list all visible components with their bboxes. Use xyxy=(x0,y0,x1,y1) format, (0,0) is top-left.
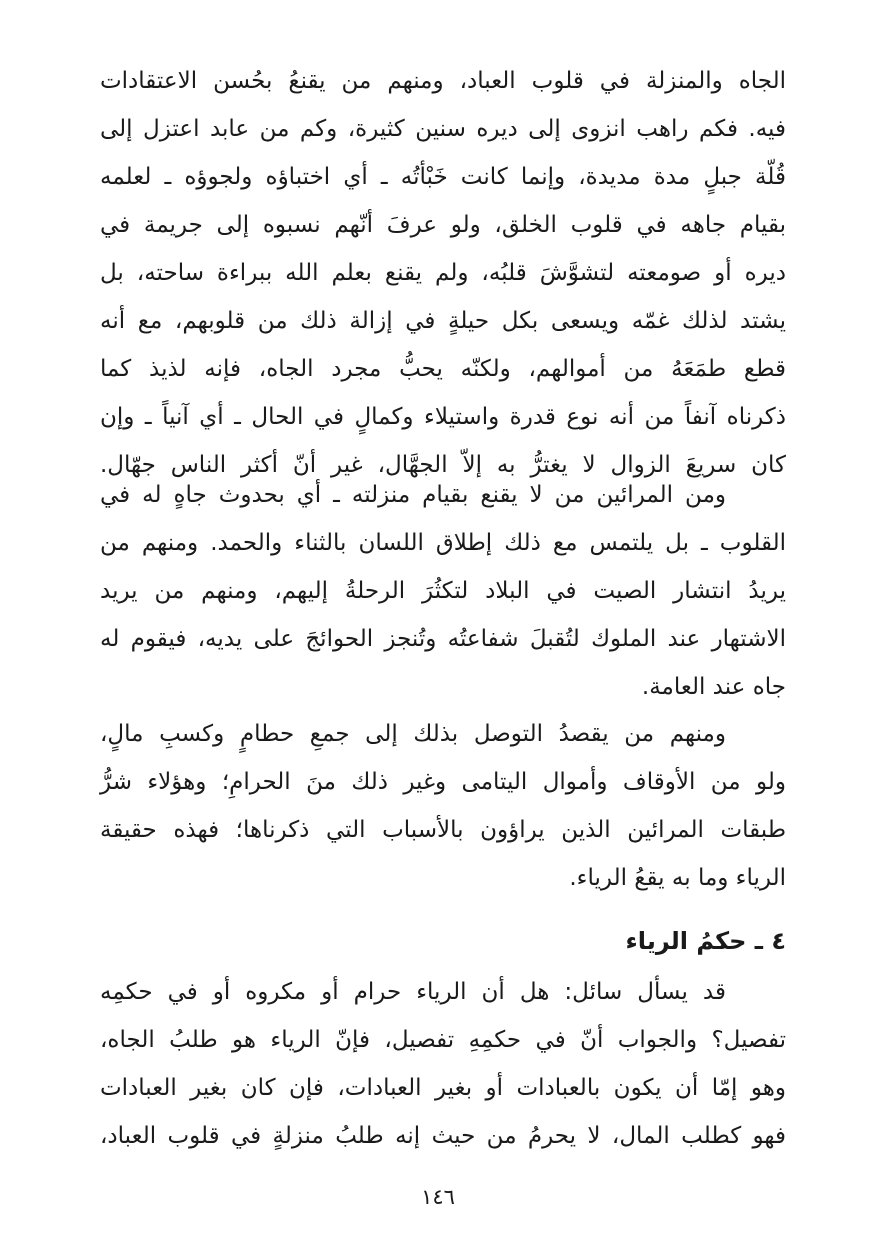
page-number: ١٤٦ xyxy=(421,1185,455,1209)
text-line: تفصيل؟ والجواب أنّ في حكمِهِ تفصيل، فإنّ الرياء هو طلبُ الجاه، xyxy=(100,1027,786,1053)
text-line: قطع طمَعَهُ من أموالهم، ولكنّه يحبُّ مجرد الجاه، فإنه لذيذ كما xyxy=(100,356,786,382)
text-line: جاه عند العامة. xyxy=(641,674,786,700)
text-line: بقيام جاهه في قلوب الخلق، ولو عرفَ أنّهم نسبوه إلى جريمة في xyxy=(100,212,786,238)
text-line: فيه. فكم راهب انزوى إلى ديره سنين كثيرة، وكم من عابد اعتزل إلى xyxy=(100,116,786,142)
text-line: طبقات المرائين الذين يراؤون بالأسباب التي ذكرناها؛ فهذه حقيقة xyxy=(100,817,786,843)
text-line: ولو من الأوقاف وأموال اليتامى وغير ذلك منَ الحرامِ؛ وهؤلاء شرُّ xyxy=(100,769,786,795)
text-line: القلوب ـ بل يلتمس مع ذلك إطلاق اللسان بالثناء والحمد. ومنهم من xyxy=(100,530,786,556)
text-line: الرياء وما به يقعُ الرياء. xyxy=(569,865,786,891)
text-line: يريدُ انتشار الصيت في البلاد لتكثُرَ الرحلةُ إليهم، ومنهم من يريد xyxy=(100,578,786,604)
text-line: الجاه والمنزلة في قلوب العباد، ومنهم من يقنعُ بحُسن الاعتقادات xyxy=(100,68,786,94)
main-text xyxy=(100,57,786,1167)
text-line: الاشتهار عند الملوك لتُقبلَ شفاعتُه وتُنجز الحوائجَ على يديه، فيقوم له xyxy=(100,626,786,652)
section-heading: ٤ ـ حكمُ الرياء xyxy=(625,927,786,955)
text-line: وهو إمّا أن يكون بالعبادات أو بغير العبادات، فإن كان بغير العبادات xyxy=(100,1075,786,1101)
text-line: ومنهم من يقصدُ التوصل بذلك إلى جمعِ حطامٍ وكسبِ مالٍ، xyxy=(100,721,726,747)
text-line: كان سريعَ الزوال لا يغترُّ به إلاّ الجهَّال، غير أنّ أكثر الناس جهّال. xyxy=(100,452,786,478)
text-line: ومن المرائين من لا يقنع بقيام منزلته ـ أي بحدوث جاهٍ له في xyxy=(100,482,726,508)
text-line: قُلّة جبلٍ مدة مديدة، وإنما كانت خَبْأتُه ـ أي اختباؤه ولجوؤه ـ لعلمه xyxy=(100,164,786,190)
text-line: ذكرناه آنفاً من أنه نوع قدرة واستيلاء وكمالٍ في الحال ـ أي آنياً ـ وإن xyxy=(100,404,786,430)
text-line: يشتد لذلك غمّه ويسعى بكل حيلةٍ في إزالة ذلك من قلوبهم، مع أنه xyxy=(100,308,786,334)
text-line: ديره أو صومعته لتشوَّشَ قلبُه، ولم يقنع بعلم الله ببراءة ساحته، بل xyxy=(100,260,786,286)
text-line: فهو كطلب المال، لا يحرمُ من حيث إنه طلبُ منزلةٍ في قلوب العباد، xyxy=(100,1123,786,1149)
text-line: قد يسأل سائل: هل أن الرياء حرام أو مكروه أو في حكمِه xyxy=(100,979,726,1005)
